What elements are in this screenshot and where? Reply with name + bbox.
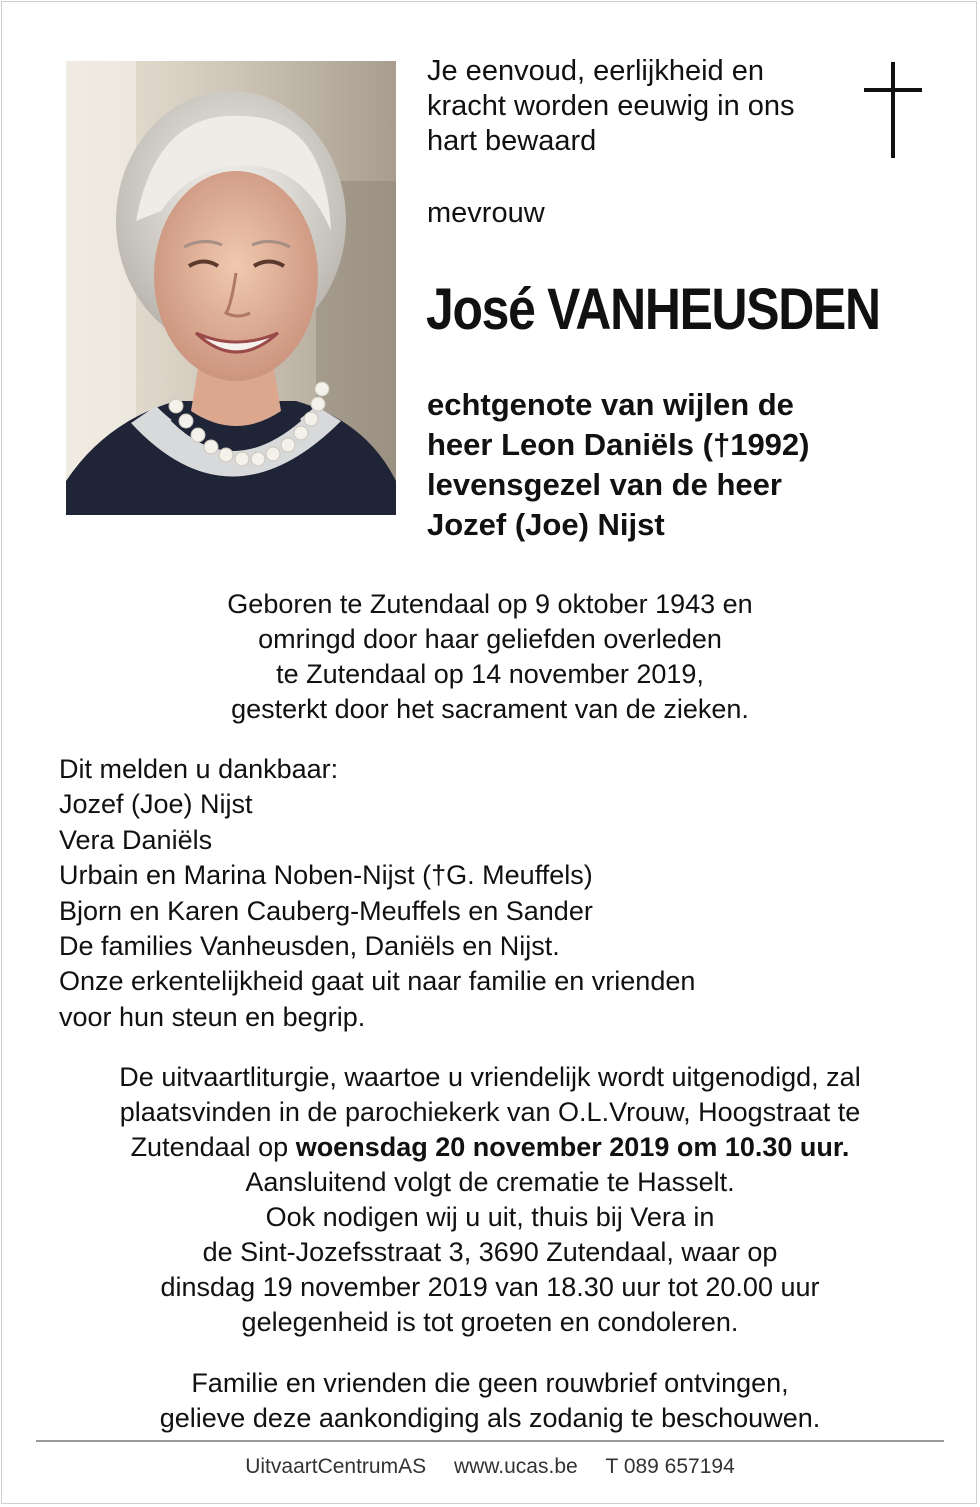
relation-line: echtgenote van wijlen de [427,387,794,422]
portrait-photo [66,61,396,515]
honorific: mevrouw [427,197,545,229]
relation-line: heer Leon Daniëls (†1992) [427,427,810,462]
footer-website-link[interactable]: www.ucas.be [453,1455,578,1478]
thanks-line: Onze erkentelijkheid gaat uit naar familie en vrienden [59,966,696,997]
birth-death-line: omringd door haar geliefden overleden [258,624,722,654]
funeral-date-time: woensdag 20 november 2019 om 10.30 uur. [295,1132,850,1162]
footer-phone: T 089 657194 [605,1455,735,1478]
thanks-line: Bjorn en Karen Cauberg-Meuffels en Sander [59,895,593,926]
footer-divider [36,1440,944,1442]
birth-death-paragraph [0,587,980,727]
relation-line: Jozef (Joe) Nijst [427,507,665,542]
funeral-line: plaatsvinden in de parochiekerk van O.L.Vrouw, Hoogstraat te [119,1097,861,1127]
thanks-line: voor hun steun en begrip. [59,1001,366,1032]
funeral-line: gelegenheid is tot groeten en condoleren. [241,1307,739,1337]
notice-line: Familie en vrienden die geen rouwbrief ontvingen, [191,1368,789,1398]
funeral-paragraph [0,1060,980,1340]
deceased-name: José VANHEUSDEN [426,277,880,342]
funeral-line: Ook nodigen wij u uit, thuis bij Vera in [265,1202,715,1232]
footer-company: UitvaartCentrumAS [245,1455,427,1478]
notice-line: gelieve deze aankondiging als zodanig te beschouwen. [159,1403,821,1433]
funeral-line: de Sint-Jozefsstraat 3, 3690 Zutendaal, waar op [202,1237,778,1267]
birth-death-line: te Zutendaal op 14 november 2019, [276,659,704,689]
funeral-line [0,1130,980,1165]
quote-line: hart bewaard [427,125,597,157]
memorial-quote [427,54,847,159]
thanks-line: Urbain en Marina Noben-Nijst (†G. Meuffels) [59,860,593,891]
birth-death-line: gesterkt door het sacrament van de zieken. [231,694,749,724]
thanks-paragraph [59,752,939,1035]
funeral-line: De uitvaartliturgie, waartoe u vriendelijk wordt uitgenodigd, zal [119,1062,861,1092]
latin-cross-icon [864,62,922,158]
thanks-line: Vera Daniëls [59,824,213,855]
thanks-line: De families Vanheusden, Daniëls en Nijst. [59,931,560,962]
funeral-line: Aansluitend volgt de crematie te Hasselt. [245,1167,735,1197]
thanks-line: Dit melden u dankbaar: [59,754,339,784]
family-relations [427,385,947,545]
thanks-line: Jozef (Joe) Nijst [59,789,253,820]
footer [0,1453,980,1481]
funeral-line-prefix: Zutendaal op [130,1132,296,1162]
relation-line: levensgezel van de heer [427,467,782,502]
birth-death-line: Geboren te Zutendaal op 9 oktober 1943 en [227,589,753,619]
quote-line: kracht worden eeuwig in ons [427,90,795,122]
notice-paragraph [0,1366,980,1436]
quote-line: Je eenvoud, eerlijkheid en [427,55,764,87]
funeral-line: dinsdag 19 november 2019 van 18.30 uur tot 20.00 uur [160,1272,820,1302]
